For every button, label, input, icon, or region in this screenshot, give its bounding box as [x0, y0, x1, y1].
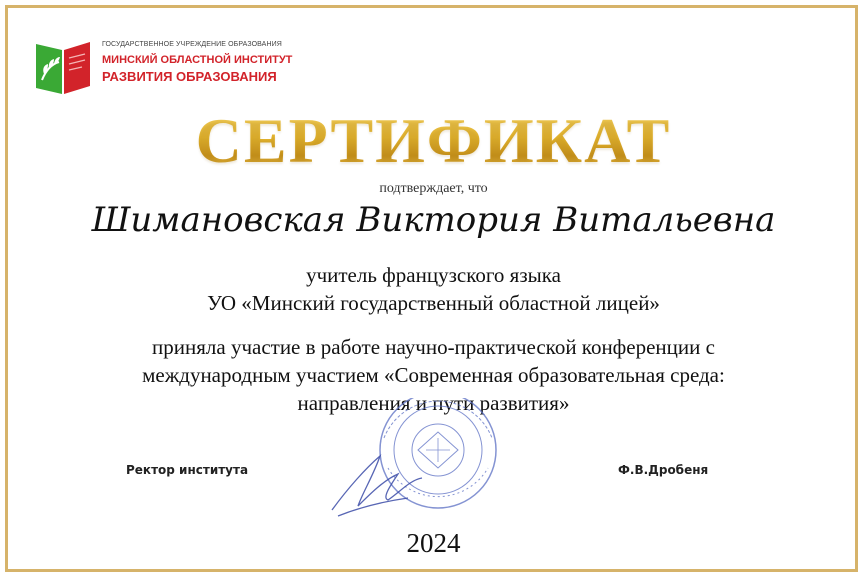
org-name-line1: МИНСКИЙ ОБЛАСТНОЙ ИНСТИТУТ	[102, 54, 293, 66]
org-name-line2: РАЗВИТИЯ ОБРАЗОВАНИЯ	[102, 69, 277, 84]
official-stamp	[318, 398, 538, 528]
recipient-name: Шимановская Виктория Витальевна	[91, 200, 776, 240]
participation-text-line2: международным участием «Современная образовательная среда:	[142, 363, 725, 387]
recipient-position: учитель французского языка	[306, 263, 561, 287]
institute-logo	[32, 36, 293, 98]
certificate-year: 2024	[406, 528, 461, 558]
rector-title: Ректор института	[126, 463, 249, 477]
book-leaf-logo-icon	[32, 36, 94, 98]
recipient-institution: УО «Минский государственный областной лицей»	[207, 291, 660, 315]
certificate-title: СЕРТИФИКАТ	[0, 104, 867, 178]
participation-text-line1: приняла участие в работе научно-практической конференции с	[152, 335, 715, 359]
participation-text-line3: направления и пути развития»	[297, 391, 570, 415]
certificate-subtitle: подтверждает, что	[379, 181, 488, 196]
rector-name: Ф.В.Дробеня	[618, 463, 709, 477]
rector-signature	[332, 456, 422, 516]
org-type-text: ГОСУДАРСТВЕННОЕ УЧРЕЖДЕНИЕ ОБРАЗОВАНИЯ	[102, 41, 282, 48]
